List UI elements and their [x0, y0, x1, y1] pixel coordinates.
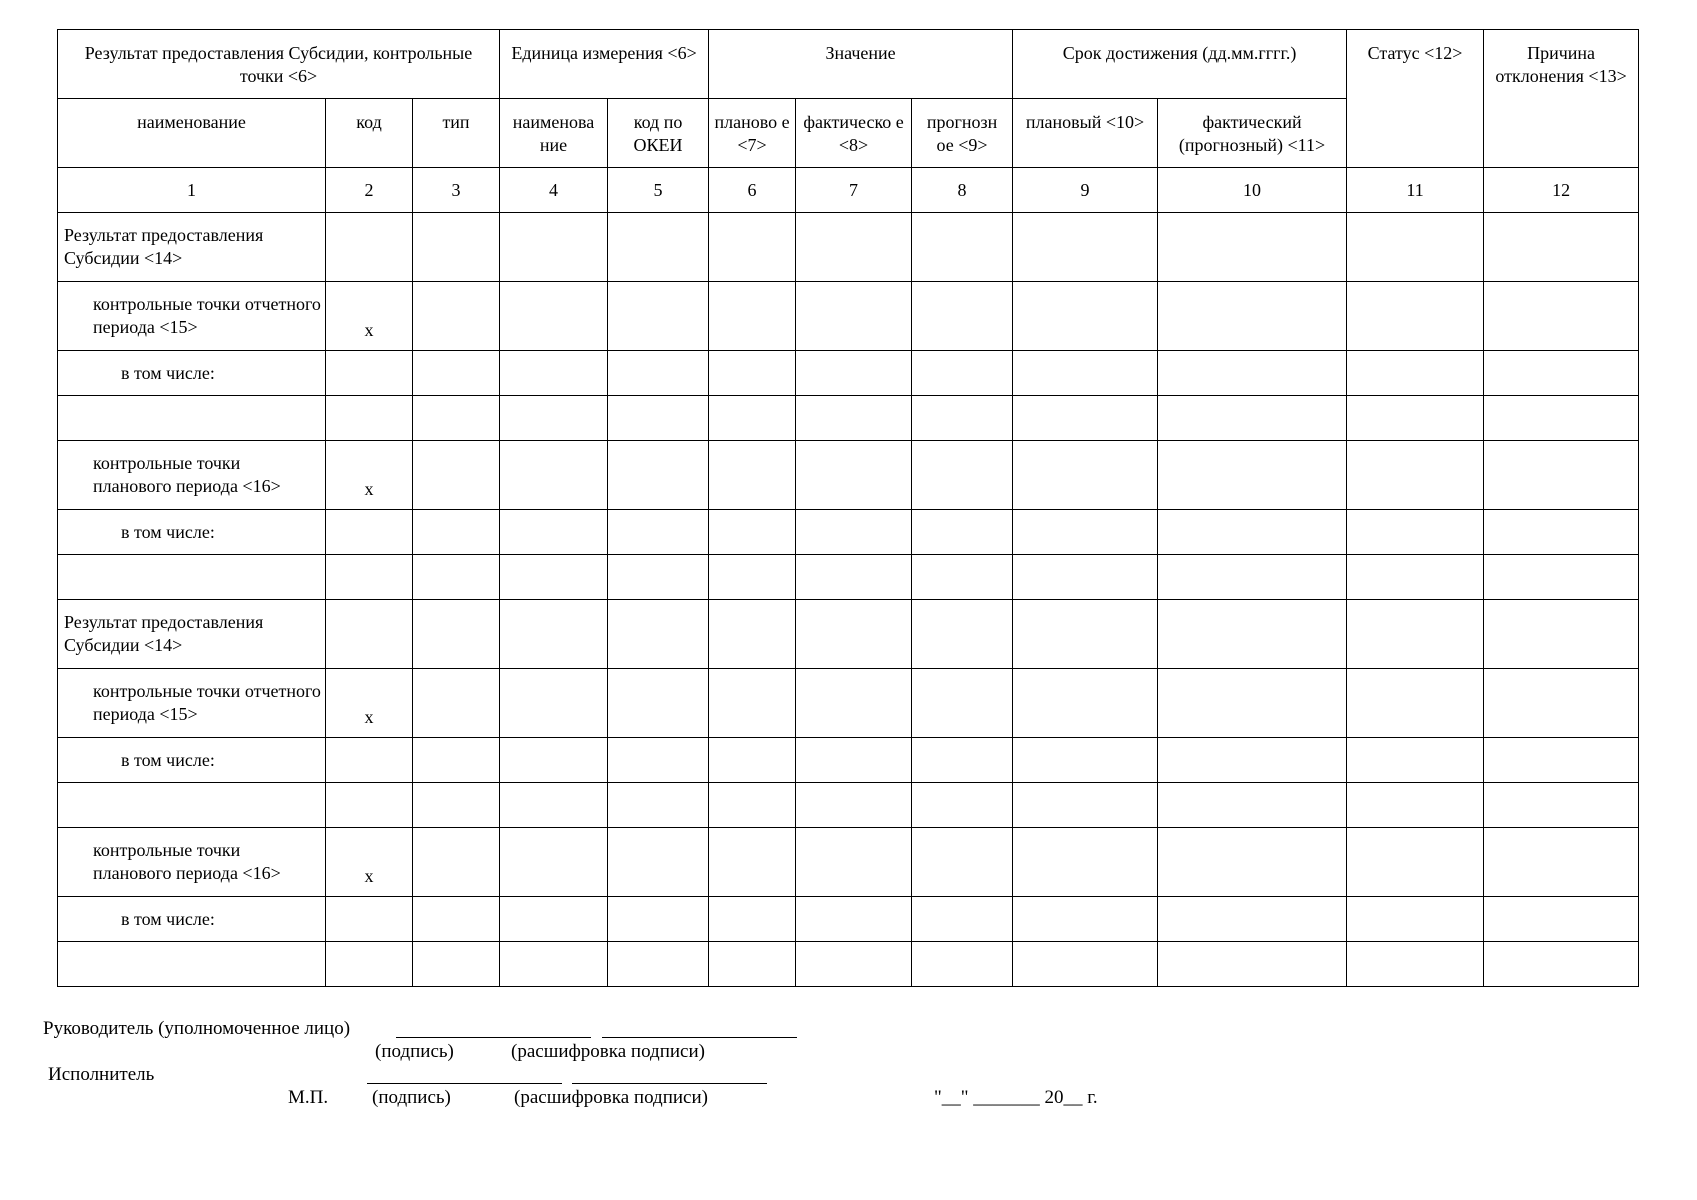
row-label-result: Результат предоставления Субсидии <14> [58, 600, 326, 669]
header-unit-name: наименова ние [500, 99, 608, 168]
row-label-including: в том числе: [58, 510, 326, 555]
header-term-planned: плановый <10> [1013, 99, 1158, 168]
header-value-actual: фактическо е <8> [796, 99, 912, 168]
column-number: 8 [912, 168, 1013, 213]
code-not-applicable-mark: x [326, 282, 413, 351]
row-label-including: в том числе: [58, 351, 326, 396]
row-label-planning-checkpoints: контрольные точки планового периода <16> [58, 828, 326, 897]
executor-signature-decode-line [572, 1083, 767, 1084]
head-signature-caption: (подпись) [375, 1041, 454, 1062]
table-row [58, 942, 1639, 987]
header-reason: Причина отклонения <13> [1484, 30, 1639, 168]
head-signature-line [396, 1037, 591, 1038]
executor-signature-caption: (подпись) [372, 1087, 451, 1108]
column-number: 10 [1158, 168, 1347, 213]
header-code: код [326, 99, 413, 168]
head-signature-decode-line [602, 1037, 797, 1038]
column-number: 5 [608, 168, 709, 213]
row-label-including: в том числе: [58, 897, 326, 942]
date-field: "__" _______ 20__ г. [934, 1087, 1098, 1108]
row-label-result: Результат предоставления Субсидии <14> [58, 213, 326, 282]
header-term-actual: фактический (прогнозный) <11> [1158, 99, 1347, 168]
header-value-planned: планово е <7> [709, 99, 796, 168]
header-status: Статус <12> [1347, 30, 1484, 168]
column-number: 2 [326, 168, 413, 213]
code-not-applicable-mark: x [326, 441, 413, 510]
column-number: 9 [1013, 168, 1158, 213]
table-row [58, 510, 1639, 555]
row-label-reporting-checkpoints: контрольные точки отчетного периода <15> [58, 669, 326, 738]
header-value-forecast: прогнозн ое <9> [912, 99, 1013, 168]
row-label-including: в том числе: [58, 738, 326, 783]
stamp-placeholder: М.П. [288, 1087, 329, 1108]
column-number: 3 [413, 168, 500, 213]
table-row [58, 600, 1639, 669]
header-value-group: Значение [709, 30, 1013, 99]
row-label-planning-checkpoints: контрольные точки планового периода <16> [58, 441, 326, 510]
table-row [58, 897, 1639, 942]
executor-signature-decode-caption: (расшифровка подписи) [514, 1087, 708, 1108]
code-not-applicable-mark: x [326, 828, 413, 897]
head-signatory-label: Руководитель (уполномоченное лицо) [43, 1018, 351, 1039]
header-result-group: Результат предоставления Субсидии, контрольные точки <6> [58, 30, 500, 99]
header-okei-code: код по ОКЕИ [608, 99, 709, 168]
column-number: 6 [709, 168, 796, 213]
table-row [58, 669, 1639, 738]
table-row [58, 441, 1639, 510]
table-row [58, 396, 1639, 441]
header-name: наименование [58, 99, 326, 168]
header-term-group: Срок достижения (дд.мм.гггг.) [1013, 30, 1347, 99]
table-row [58, 213, 1639, 282]
row-label-reporting-checkpoints: контрольные точки отчетного периода <15> [58, 282, 326, 351]
table-row [58, 783, 1639, 828]
table-row [58, 282, 1639, 351]
header-unit-group: Единица измерения <6> [500, 30, 709, 99]
table-row [58, 828, 1639, 897]
column-number: 12 [1484, 168, 1639, 213]
column-number: 1 [58, 168, 326, 213]
executor-label: Исполнитель [48, 1064, 155, 1085]
table-row [58, 738, 1639, 783]
column-number: 7 [796, 168, 912, 213]
executor-signature-line [367, 1083, 562, 1084]
subsidy-results-table [57, 29, 1639, 987]
column-number: 11 [1347, 168, 1484, 213]
table-row [58, 351, 1639, 396]
header-type: тип [413, 99, 500, 168]
code-not-applicable-mark: x [326, 669, 413, 738]
head-signature-decode-caption: (расшифровка подписи) [511, 1041, 705, 1062]
column-number: 4 [500, 168, 608, 213]
table-row [58, 555, 1639, 600]
